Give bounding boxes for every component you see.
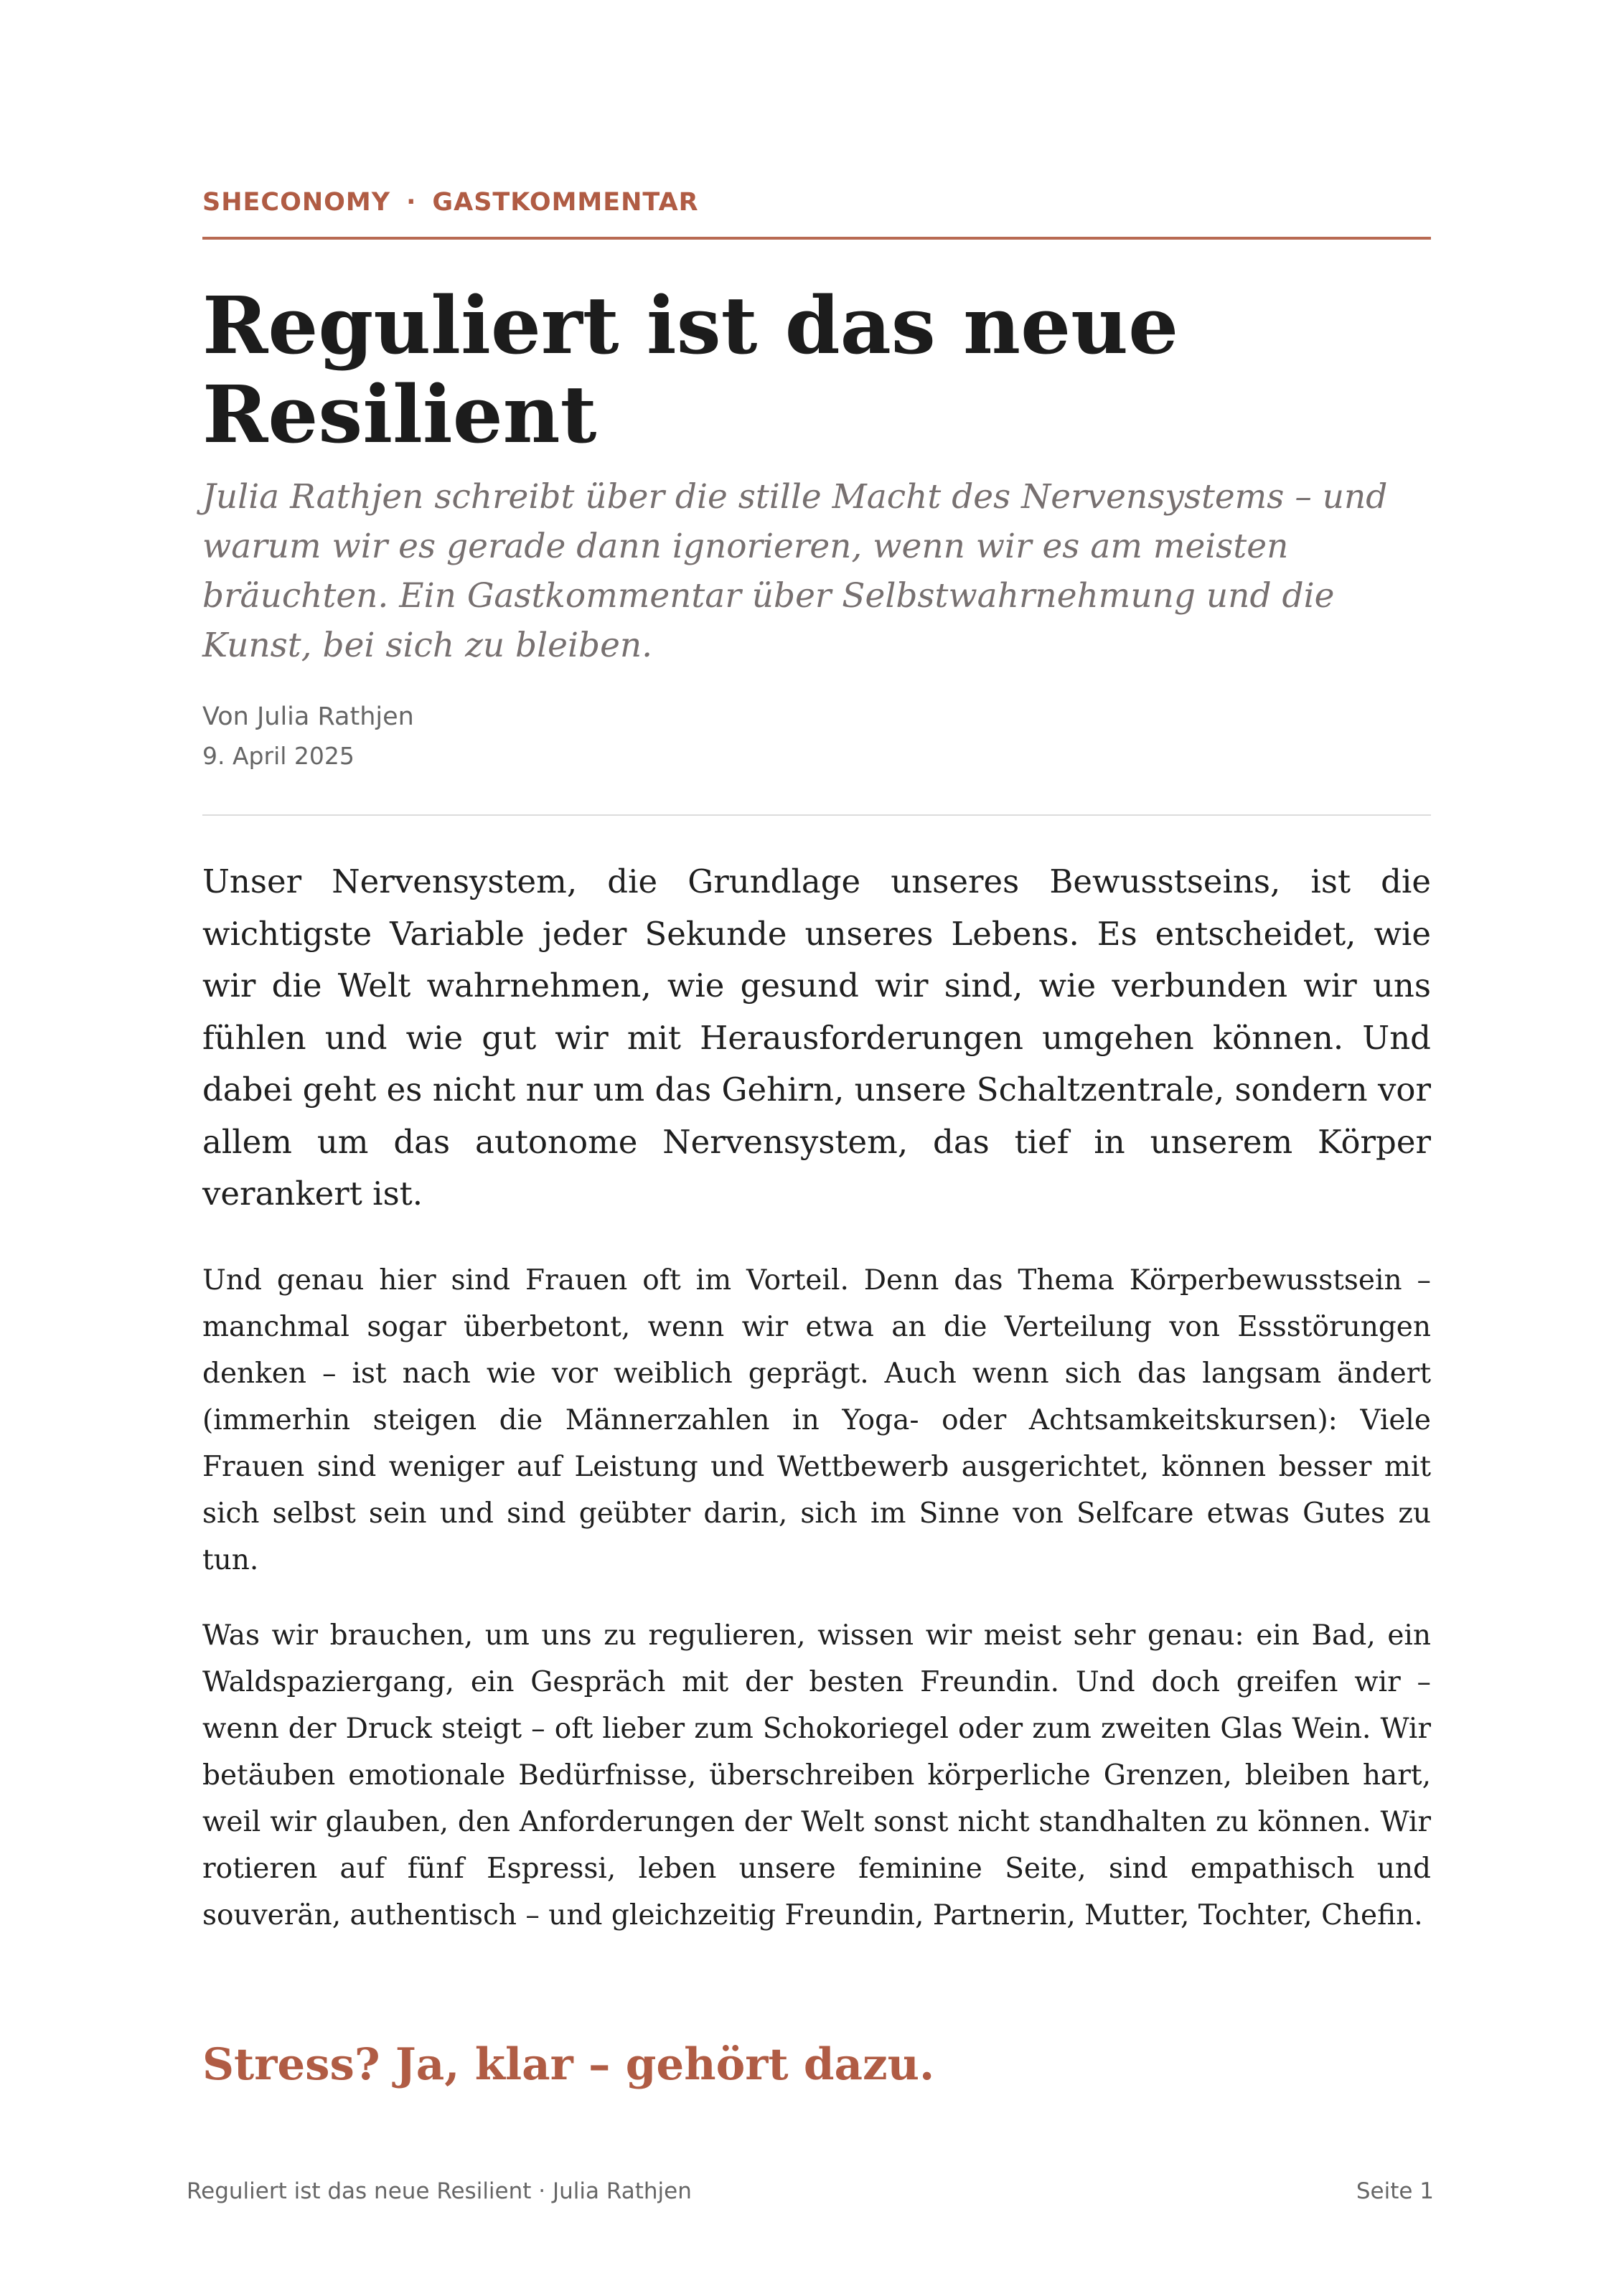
category-label[interactable]: GASTKOMMENTAR <box>432 188 699 217</box>
article-dek: Julia Rathjen schreibt über die stille Macht des Nervensystems – und warum wir es gerade dann ignorieren, wenn wir es am meisten bräuchten. Ein Gastkommentar über Selbstwahrnehmung und die Kunst, bei sich zu bleiben. <box>202 477 1388 665</box>
lead-paragraph: Unser Nervensystem, die Grundlage unseres Bewusstseins, ist die wichtigste Variable jeder Sekunde unseres Lebens. Es entscheidet, wie wir die Welt wahrnehmen, wie gesund wir sind, wie verbunden wir uns fühlen und wie gut wir mit Herausforderungen umgehen können. Und dabei geht es nicht nur um das Gehirn, unsere Schaltzentrale, sondern vor allem um das autonome Nervensystem, das tief in unserem Körper verankert ist. <box>202 862 1431 1213</box>
footer-page-number: Seite 1 <box>1356 2178 1434 2204</box>
footer-running-title: Reguliert ist das neue Resilient · Julia Rathjen <box>187 2178 692 2204</box>
body-paragraph: Was wir brauchen, um uns zu regulieren, wissen wir meist sehr genau: ein Bad, ein Waldspaziergang, ein Gespräch mit der besten Freundin. Und doch greifen wir – wenn der Druck steigt – oft lieber zum Schokoriegel oder zum zweiten Glas Wein. Wir betäuben emotionale Bedürfnisse, überschreiben körperliche Grenzen, bleiben hart, weil wir glauben, den Anforderungen der Welt sonst nicht standhalten zu können. Wir rotieren auf fünf Espressi, leben unsere feminine Seite, sind empathisch und souverän, authentisch – und gleichzeitig Freundin, Partnerin, Mutter, Tochter, Chefin. <box>202 1619 1431 1932</box>
kicker-separator: · <box>406 188 417 217</box>
author-byline: Von Julia Rathjen <box>202 702 414 731</box>
body-paragraph: Und genau hier sind Frauen oft im Vorteil. Denn das Thema Körperbewusstsein – manchmal sogar überbetont, wenn wir etwa an die Verteilung von Essstörungen denken – ist nach wie vor weiblich geprägt. Auch wenn sich das langsam ändert (immerhin steigen die Männerzahlen in Yoga- oder Achtsamkeitskursen): Viele Frauen sind weniger auf Leistung und Wettbewerb ausgerichtet, können besser mit sich selbst sein und sind geübter darin, sich im Sinne von Selfcare etwas Gutes zu tun. <box>202 1264 1431 1576</box>
section-kicker <box>202 188 699 217</box>
article-title: Reguliert ist das neue Resilient <box>202 279 1179 461</box>
meta-divider <box>202 814 1431 816</box>
publish-date: 9. April 2025 <box>202 742 355 770</box>
section-label[interactable]: SHECONOMY <box>202 188 391 217</box>
section-subheading: Stress? Ja, klar – gehört dazu. <box>202 2039 935 2090</box>
kicker-divider <box>202 237 1431 240</box>
